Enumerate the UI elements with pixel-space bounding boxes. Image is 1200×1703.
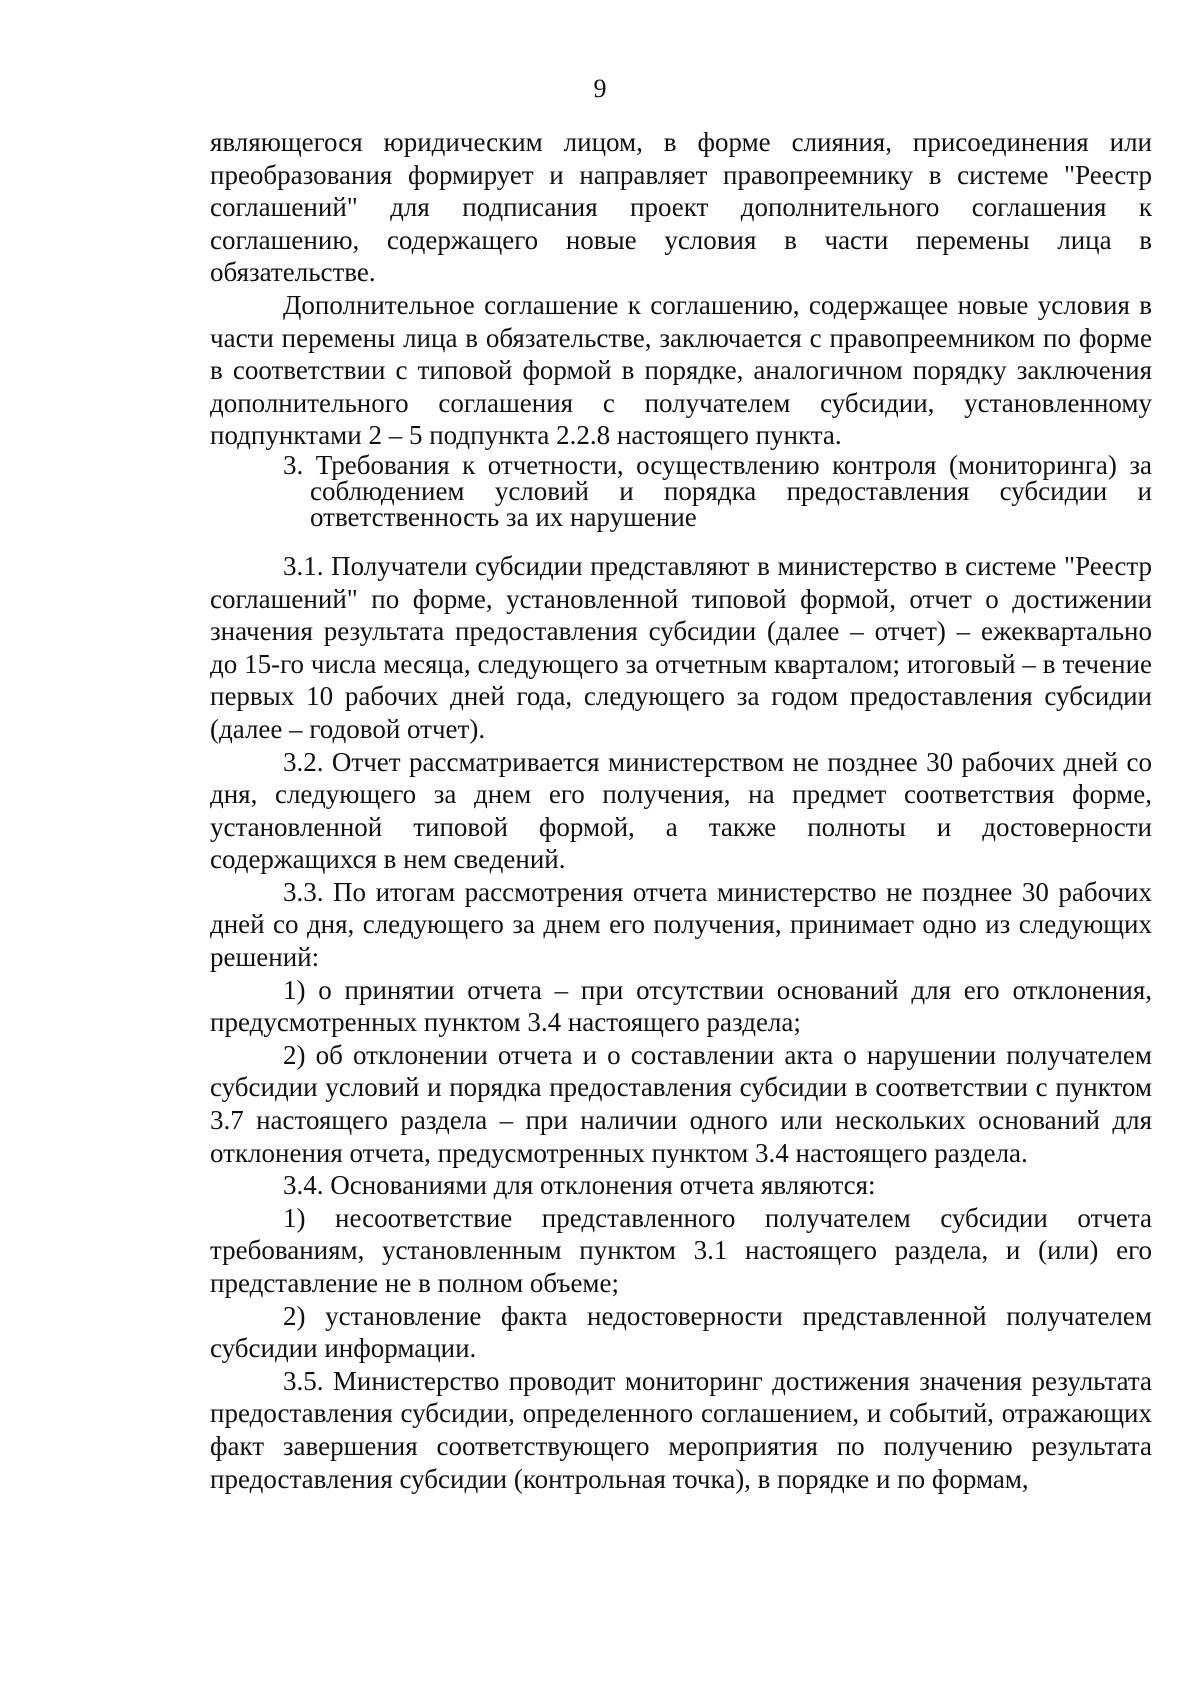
page-number: 9 bbox=[593, 74, 607, 103]
section-heading-3: 3. Требования к отчетности, осуществлению контроля (мониторинга) за соблюдением условий и порядка предоставления субсидии и ответственность за их нарушение bbox=[283, 449, 1152, 532]
list-item-3-3-1: 1) о принятии отчета – при отсутствии оснований для его отклонения, предусмотренных пунктом 3.4 настоящего раздела; bbox=[210, 974, 1152, 1038]
list-item-3-4-1: 1) несоответствие представленного получателем субсидии отчета требованиям, установленным пунктом 3.1 настоящего раздела, и (или) его представление не в полном объеме; bbox=[210, 1202, 1152, 1298]
list-item-3-4-2: 2) установление факта недостоверности представленной получателем субсидии информации. bbox=[210, 1300, 1152, 1364]
paragraph-3-4: 3.4. Основаниями для отклонения отчета являются: bbox=[283, 1170, 876, 1201]
paragraph-continuation: являющегося юридическим лицом, в форме слияния, присоединения или преобразования формирует и направляет правопреемнику в системе "Реестр соглашений" для подписания проект дополнительного соглашения к соглашению, содержащего новые условия в части перемены лица в обязательстве. bbox=[210, 127, 1152, 288]
paragraph-3-5: 3.5. Министерство проводит мониторинг достижения значения результата предоставления субсидии, определенного соглашением, и событий, отражающих факт завершения соответствующего мероприятия по получению результата предоставления субсидии (контрольная точка), в порядке и по формам, bbox=[210, 1365, 1152, 1494]
paragraph-3-2: 3.2. Отчет рассматривается министерством не позднее 30 рабочих дней со дня, следующего за днем его получения, на предмет соответствия форме, установленной типовой формой, а также полноты и достоверности содержащихся в нем сведений. bbox=[210, 746, 1152, 875]
paragraph-3-1: 3.1. Получатели субсидии представляют в министерство в системе "Реестр соглашений" по форме, установленной типовой формой, отчет о достижении значения результата предоставления субсидии (далее – отчет) – ежеквартально до 15-го числа месяца, следующего за отчетным кварталом; итоговый – в течение первых 10 рабочих дней года, следующего за годом предоставления субсидии (далее – годовой отчет). bbox=[210, 550, 1152, 744]
document-body bbox=[210, 126, 1152, 1495]
list-item-3-3-2: 2) об отклонении отчета и о составлении акта о нарушении получателем субсидии условий и порядка предоставления субсидии в соответствии с пунктом 3.7 настоящего раздела – при наличии одного или нескольких оснований для отклонения отчета, предусмотренных пунктом 3.4 настоящего раздела. bbox=[210, 1039, 1152, 1168]
paragraph-3-3: 3.3. По итогам рассмотрения отчета министерство не позднее 30 рабочих дней со дня, следующего за днем его получения, принимает одно из следующих решений: bbox=[210, 876, 1152, 973]
paragraph-additional-agreement: Дополнительное соглашение к соглашению, содержащее новые условия в части перемены лица в обязательстве, заключается с правопреемником по форме в соответствии с типовой формой в порядке, аналогичном порядку заключения дополнительного соглашения с получателем субсидии, установленному подпунктами 2 – 5 подпункта 2.2.8 настоящего пункта. bbox=[210, 289, 1152, 451]
